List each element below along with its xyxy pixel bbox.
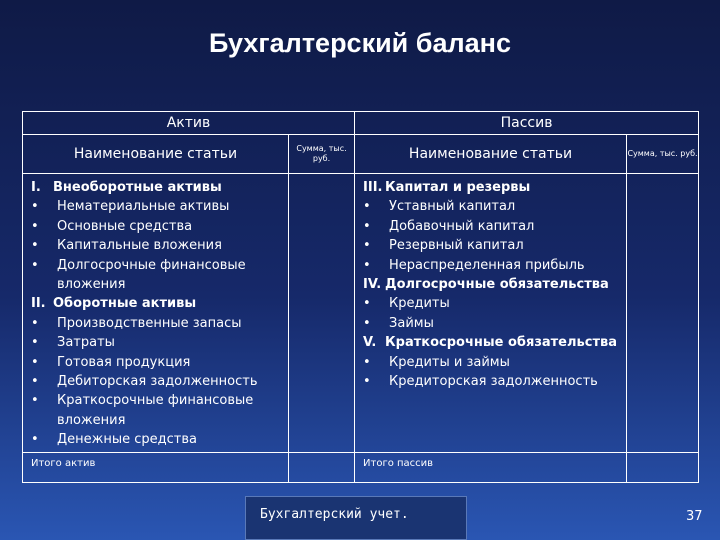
balance-table (22, 111, 699, 483)
section-number: II. (31, 296, 46, 312)
bullet-icon: • (363, 296, 371, 312)
bullet-icon: • (31, 199, 39, 215)
bullet-icon: • (363, 218, 371, 234)
list-item: • Добавочный капитал (363, 217, 620, 236)
list-item: • Готовая продукция (31, 353, 282, 372)
passiv-sum-cell (627, 174, 699, 453)
passiv-section-3 (363, 178, 620, 197)
slide-title: Бухгалтерский баланс (209, 28, 511, 58)
bullet-icon: • (363, 238, 371, 254)
bullet-icon: • (31, 354, 39, 370)
list-item: • Уставный капитал (363, 197, 620, 216)
section-number: IV. (363, 277, 382, 293)
list-item: • Займы (363, 314, 620, 333)
bullet-icon: • (31, 432, 39, 448)
list-item: • Долгосрочные финансовые вложения (31, 256, 282, 295)
list-item: • Денежные средства (31, 430, 282, 449)
aktiv-name-column-header: Наименование статьи (23, 135, 289, 174)
passiv-total: Итого пассив (355, 452, 627, 482)
passiv-sum-column-header: Сумма, тыс. руб. (627, 135, 699, 174)
list-item: • Затраты (31, 333, 282, 352)
list-item: • Краткосрочные финансовые вложения (31, 391, 282, 430)
bullet-icon: • (31, 218, 39, 234)
section-number: I. (31, 180, 41, 195)
bullet-icon: • (31, 315, 39, 331)
passiv-items-cell (355, 174, 627, 453)
list-item: • Кредиторская задолженность (363, 372, 620, 391)
section-title: Внеоборотные активы (53, 180, 222, 195)
list-item: • Капитальные вложения (31, 236, 282, 255)
aktiv-sum-cell (289, 174, 355, 453)
bullet-icon: • (363, 315, 371, 331)
section-title: Долгосрочные обязательства (385, 277, 609, 293)
bullet-icon: • (31, 257, 39, 273)
list-item: • Дебиторская задолженность (31, 372, 282, 391)
bullet-icon: • (31, 238, 39, 254)
aktiv-header: Актив (23, 112, 355, 135)
passiv-section-4 (363, 275, 620, 294)
passiv-header: Пассив (355, 112, 699, 135)
section-title: Капитал и резервы (385, 180, 531, 195)
section-number: III. (363, 180, 383, 195)
section-number: V. (363, 335, 377, 351)
aktiv-sum-column-header: Сумма, тыс. руб. (289, 135, 355, 174)
bullet-icon: • (31, 374, 39, 390)
bullet-icon: • (31, 393, 39, 409)
list-item: • Кредиты и займы (363, 353, 620, 372)
list-item: • Нематериальные активы (31, 197, 282, 216)
bullet-icon: • (31, 335, 39, 351)
bullet-icon: • (363, 374, 371, 390)
bullet-icon: • (363, 354, 371, 370)
section-title: Краткосрочные обязательства (385, 335, 617, 351)
aktiv-total-sum (289, 452, 355, 482)
aktiv-items-cell (23, 174, 289, 453)
aktiv-total: Итого актив (23, 452, 289, 482)
passiv-name-column-header: Наименование статьи (355, 135, 627, 174)
list-item: • Производственные запасы (31, 314, 282, 333)
page-number: 37 (686, 509, 703, 524)
list-item: • Резервный капитал (363, 236, 620, 255)
bullet-icon: • (363, 199, 371, 215)
list-item: • Основные средства (31, 217, 282, 236)
aktiv-section-2 (31, 294, 282, 313)
section-title: Оборотные активы (53, 296, 197, 312)
passiv-total-sum (627, 452, 699, 482)
footer-caption: Бухгалтерский учет. (245, 496, 467, 540)
list-item: • Кредиты (363, 294, 620, 313)
passiv-section-5 (363, 333, 620, 352)
bullet-icon: • (363, 257, 371, 273)
aktiv-section-1 (31, 178, 282, 197)
list-item: • Нераспределенная прибыль (363, 256, 620, 275)
